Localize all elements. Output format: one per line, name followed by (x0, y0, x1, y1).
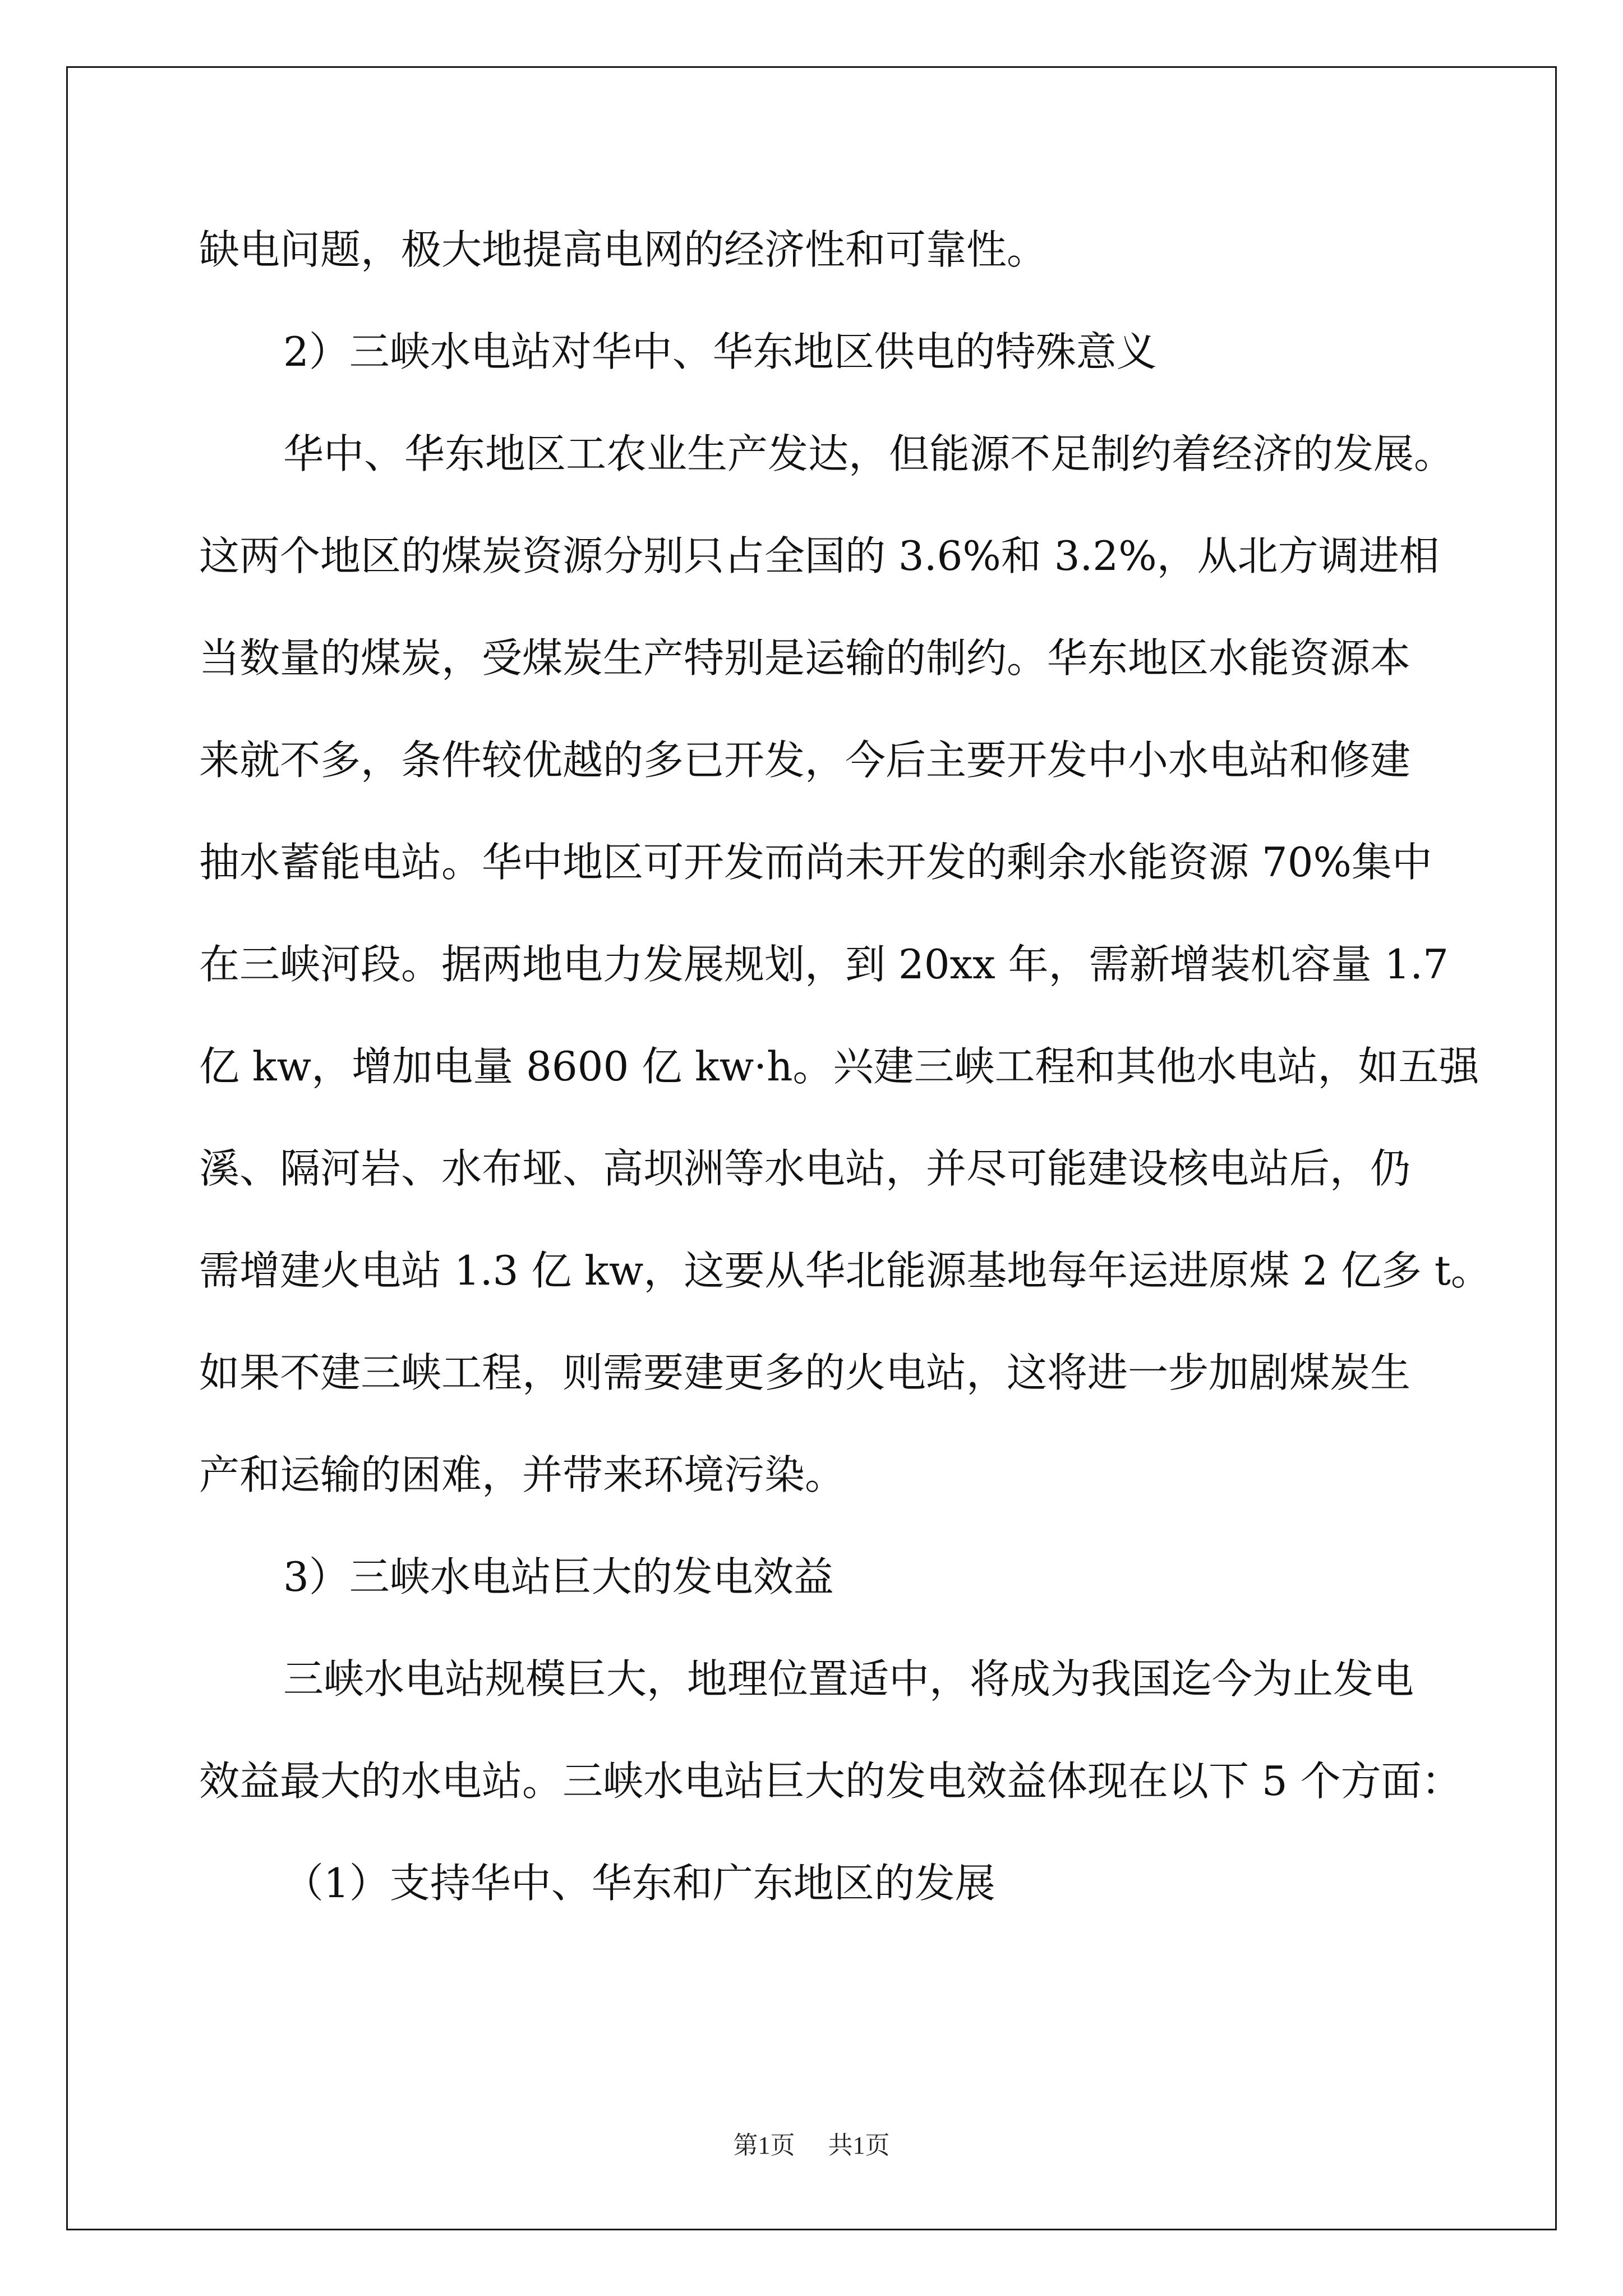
paragraph-line: 当数量的煤炭，受煤炭生产特别是运输的制约。华东地区水能资源本 (199, 634, 1411, 682)
text-line: 缺电问题，极大地提高电网的经济性和可靠性。 (199, 226, 1048, 273)
paragraph-line: 如果不建三峡工程，则需要建更多的火电站，这将进一步加剧煤炭生 (199, 1349, 1411, 1396)
paragraph-line: 溪、隔河岩、水布垭、高坝洲等水电站，并尽可能建设核电站后，仍 (199, 1145, 1411, 1192)
paragraph-line: 需增建火电站 1.3 亿 kw，这要从华北能源基地每年运进原煤 2 亿多 t。 (199, 1247, 1491, 1294)
paragraph-line: 抽水蓄能电站。华中地区可开发而尚未开发的剩余水能资源 70%集中 (199, 839, 1432, 886)
paragraph-line: 三峡水电站规模巨大，地理位置适中，将成为我国迄今为止发电 (283, 1655, 1414, 1703)
paragraph-line: 在三峡河段。据两地电力发展规划，到 20xx 年，需新增装机容量 1.7 (199, 941, 1449, 988)
page-footer (0, 2129, 1623, 2162)
section-heading: 2）三峡水电站对华中、华东地区供电的特殊意义 (283, 328, 1157, 375)
paragraph-line: 来就不多，条件较优越的多已开发，今后主要开发中小水电站和修建 (199, 737, 1411, 784)
page-total: 共1页 (828, 2132, 890, 2159)
paragraph-line: 亿 kw，增加电量 8600 亿 kw·h。兴建三峡工程和其他水电站，如五强 (199, 1043, 1479, 1090)
paragraph-line: 效益最大的水电站。三峡水电站巨大的发电效益体现在以下 5 个方面： (199, 1757, 1462, 1805)
paragraph-line: 华中、华东地区工农业生产发达，但能源不足制约着经济的发展。 (283, 430, 1455, 477)
page-number: 第1页 (733, 2132, 795, 2159)
paragraph-line: 这两个地区的煤炭资源分别只占全国的 3.6%和 3.2%，从北方调进相 (199, 532, 1440, 579)
section-heading: 3）三峡水电站巨大的发电效益 (283, 1553, 834, 1600)
subsection-heading: （1）支持华中、华东和广东地区的发展 (283, 1860, 995, 1907)
paragraph-line: 产和运输的困难，并带来环境污染。 (199, 1451, 846, 1498)
